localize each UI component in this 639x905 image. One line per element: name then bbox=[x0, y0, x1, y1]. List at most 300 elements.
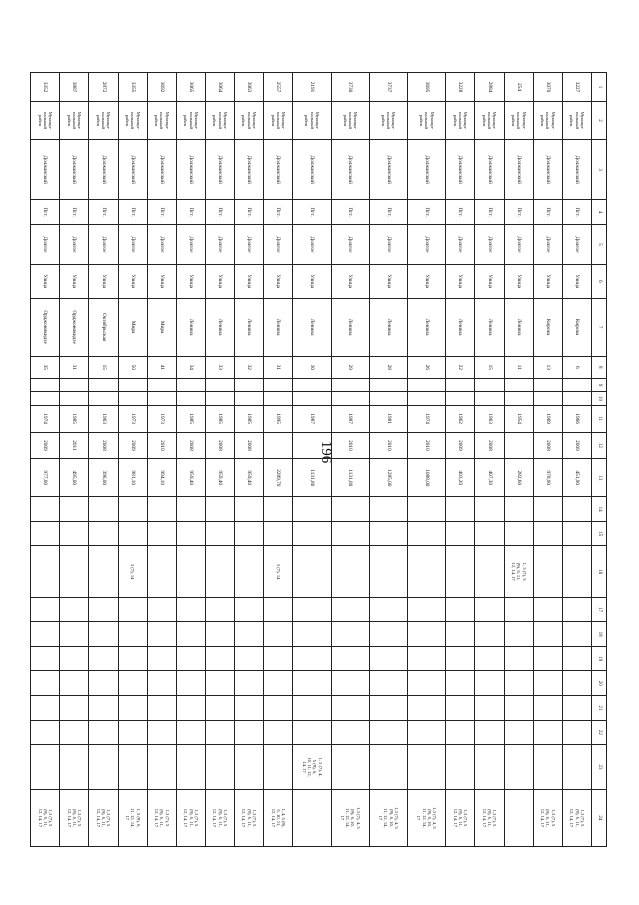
table-cell: 1131,80 bbox=[293, 459, 331, 497]
table-cell bbox=[331, 392, 369, 405]
table-cell bbox=[331, 597, 369, 622]
column-number-cell: 17 bbox=[592, 597, 607, 622]
column-number-cell: 13 bbox=[592, 459, 607, 497]
table-cell bbox=[293, 696, 331, 721]
table-cell bbox=[205, 671, 234, 696]
table-cell: Долгое bbox=[331, 224, 369, 264]
table-cell bbox=[562, 392, 591, 405]
table-cell: 2009 bbox=[118, 432, 147, 459]
table-cell bbox=[147, 745, 176, 790]
table-cell: Долгое bbox=[446, 224, 475, 264]
table-cell bbox=[446, 622, 475, 647]
table-cell bbox=[176, 392, 205, 405]
table-cell: 2557 bbox=[264, 73, 293, 102]
table-cell: 3064 bbox=[205, 73, 234, 102]
column-number-cell: 20 bbox=[592, 671, 607, 696]
table-cell: Улица bbox=[369, 265, 407, 299]
table-cell bbox=[408, 546, 446, 597]
table-cell: 2008 bbox=[205, 432, 234, 459]
table-cell bbox=[89, 671, 118, 696]
table-cell: Муници- пальный район bbox=[264, 102, 293, 140]
table-cell bbox=[562, 378, 591, 391]
table-cell: Улица bbox=[89, 265, 118, 299]
table-row bbox=[60, 73, 89, 847]
table-cell: Должанский bbox=[118, 140, 147, 200]
table-cell bbox=[89, 720, 118, 745]
table-cell bbox=[31, 521, 60, 546]
table-cell: 15 bbox=[89, 356, 118, 378]
table-cell bbox=[475, 392, 504, 405]
table-cell: 1, 4, 5 (9), 6, 10, 11, 12, 14, 17 bbox=[264, 789, 293, 846]
table-cell bbox=[176, 521, 205, 546]
table-cell: 3228 bbox=[446, 73, 475, 102]
table-cell: 451,90 bbox=[562, 459, 591, 497]
table-row bbox=[89, 73, 118, 847]
table-cell: 1987 bbox=[331, 405, 369, 432]
table-cell bbox=[31, 546, 60, 597]
table-cell: Улица bbox=[533, 265, 562, 299]
column-number-cell: 7 bbox=[592, 298, 607, 356]
table-cell bbox=[118, 745, 147, 790]
table-cell: 2191 bbox=[293, 73, 331, 102]
table-cell bbox=[293, 597, 331, 622]
table-cell: Должанский bbox=[408, 140, 446, 200]
table-cell bbox=[504, 497, 533, 522]
table-cell: 2010 bbox=[331, 432, 369, 459]
table-cell: Ленина bbox=[264, 298, 293, 356]
table-cell: 1, 3 (7), 4, 5 (9), 6, 10, 11, 12, 14, 17 bbox=[293, 745, 331, 790]
table-cell bbox=[331, 745, 369, 790]
column-number-cell: 9 bbox=[592, 378, 607, 391]
table-row bbox=[264, 73, 293, 847]
table-cell: Должанский bbox=[293, 140, 331, 200]
table-row bbox=[118, 73, 147, 847]
table-cell bbox=[60, 671, 89, 696]
column-number-cell: 15 bbox=[592, 521, 607, 546]
table-cell bbox=[235, 622, 264, 647]
column-number-cell: 19 bbox=[592, 646, 607, 671]
table-cell: Улица bbox=[176, 265, 205, 299]
table-cell bbox=[118, 521, 147, 546]
table-cell bbox=[331, 521, 369, 546]
table-cell: Пгт. bbox=[331, 200, 369, 225]
table-cell bbox=[118, 597, 147, 622]
table-cell: Долгое bbox=[264, 224, 293, 264]
table-cell: 1963 bbox=[89, 405, 118, 432]
table-cell bbox=[31, 720, 60, 745]
table-cell: 1, 3 (7), 5 (9), 6, 11, 12, 14, 17 bbox=[504, 546, 533, 597]
table-cell: 1285,00 bbox=[369, 459, 407, 497]
table-cell: Долгое bbox=[205, 224, 234, 264]
table-cell bbox=[408, 671, 446, 696]
table-cell bbox=[504, 671, 533, 696]
table-cell bbox=[235, 597, 264, 622]
table-cell: Пгт. bbox=[176, 200, 205, 225]
column-number-cell: 10 bbox=[592, 392, 607, 405]
table-cell: Муници- пальный район bbox=[205, 102, 234, 140]
table-cell bbox=[176, 745, 205, 790]
table-cell: Долгое bbox=[293, 224, 331, 264]
table-cell bbox=[331, 497, 369, 522]
table-cell bbox=[264, 622, 293, 647]
table-cell: Долгое bbox=[60, 224, 89, 264]
table-cell bbox=[118, 497, 147, 522]
table-cell bbox=[118, 671, 147, 696]
column-number-cell: 14 bbox=[592, 497, 607, 522]
table-cell bbox=[205, 392, 234, 405]
table-cell: Должанский bbox=[205, 140, 234, 200]
table-cell bbox=[293, 432, 331, 459]
table-cell bbox=[118, 720, 147, 745]
table-cell bbox=[60, 521, 89, 546]
table-cell: 2008 bbox=[235, 432, 264, 459]
table-row bbox=[446, 73, 475, 847]
table-cell: 3065 bbox=[176, 73, 205, 102]
table-row bbox=[504, 73, 533, 847]
table-cell: Долгое bbox=[235, 224, 264, 264]
table-cell: 1,3 (7), 5 (9), 6, 11, 12, 14, 17 bbox=[60, 789, 89, 846]
table-cell bbox=[89, 497, 118, 522]
table-cell: Пгт. bbox=[293, 200, 331, 225]
table-cell: 1131,80 bbox=[331, 459, 369, 497]
table-row bbox=[562, 73, 591, 847]
table-cell: 35 bbox=[31, 356, 60, 378]
table-cell: Долгое bbox=[31, 224, 60, 264]
table-cell bbox=[562, 745, 591, 790]
table-cell bbox=[118, 378, 147, 391]
table-cell bbox=[264, 432, 293, 459]
table-cell bbox=[264, 378, 293, 391]
table-cell bbox=[60, 622, 89, 647]
table-cell: Должанский bbox=[60, 140, 89, 200]
table-cell: 3352 bbox=[31, 73, 60, 102]
table-cell: 11 bbox=[504, 356, 533, 378]
table-cell: Ленина bbox=[176, 298, 205, 356]
table-row bbox=[369, 73, 407, 847]
table-cell: Должанский bbox=[235, 140, 264, 200]
table-cell bbox=[369, 497, 407, 522]
table-cell: 1985 bbox=[235, 405, 264, 432]
table-cell: 1963 bbox=[475, 405, 504, 432]
table-cell bbox=[475, 497, 504, 522]
table-cell: Пгт. bbox=[408, 200, 446, 225]
table-cell: Долгое bbox=[533, 224, 562, 264]
table-cell: 977,00 bbox=[31, 459, 60, 497]
table-cell: Ленина bbox=[504, 298, 533, 356]
column-number-cell: 23 bbox=[592, 745, 607, 790]
table-cell: 1995 bbox=[264, 405, 293, 432]
column-number-cell: 24 bbox=[592, 789, 607, 846]
table-cell bbox=[475, 745, 504, 790]
table-cell bbox=[562, 597, 591, 622]
table-cell bbox=[60, 378, 89, 391]
table-cell: Муници- пальный район bbox=[235, 102, 264, 140]
table-cell: 959,40 bbox=[235, 459, 264, 497]
table-cell: Муници- пальный район bbox=[60, 102, 89, 140]
table-cell bbox=[118, 696, 147, 721]
table-cell: 2011 bbox=[60, 432, 89, 459]
table-cell bbox=[408, 646, 446, 671]
table-cell: Ленина bbox=[369, 298, 407, 356]
table-cell: 1974 bbox=[408, 405, 446, 432]
table-cell bbox=[293, 546, 331, 597]
table-cell bbox=[176, 622, 205, 647]
table-cell: Муници- пальный район bbox=[176, 102, 205, 140]
table-cell: 1987 bbox=[293, 405, 331, 432]
table-cell: Пгт. bbox=[118, 200, 147, 225]
table-cell: Долгое bbox=[118, 224, 147, 264]
table-cell: Долгое bbox=[147, 224, 176, 264]
table-cell bbox=[31, 696, 60, 721]
table-cell: 3695 bbox=[408, 73, 446, 102]
table-cell: Муници- пальный район bbox=[369, 102, 407, 140]
table-cell bbox=[60, 497, 89, 522]
table-cell bbox=[446, 720, 475, 745]
table-cell: Улица bbox=[504, 265, 533, 299]
table-cell bbox=[118, 646, 147, 671]
table-cell: 1985 bbox=[205, 405, 234, 432]
table-cell bbox=[331, 622, 369, 647]
table-cell bbox=[147, 720, 176, 745]
table-cell: Улица bbox=[475, 265, 504, 299]
table-cell bbox=[293, 378, 331, 391]
table-cell bbox=[369, 720, 407, 745]
table-cell: 2010 bbox=[369, 432, 407, 459]
table-cell: 30 bbox=[293, 356, 331, 378]
table-cell: 26 bbox=[408, 356, 446, 378]
table-cell bbox=[562, 546, 591, 597]
table-cell bbox=[533, 597, 562, 622]
table-cell bbox=[408, 378, 446, 391]
table-cell: 33 bbox=[205, 356, 234, 378]
table-cell bbox=[562, 622, 591, 647]
table-row bbox=[475, 73, 504, 847]
table-cell bbox=[293, 646, 331, 671]
column-number-cell: 12 bbox=[592, 432, 607, 459]
table-cell: Долгое bbox=[369, 224, 407, 264]
table-cell: 282,60 bbox=[504, 459, 533, 497]
table-cell bbox=[147, 378, 176, 391]
table-cell: Пгт. bbox=[533, 200, 562, 225]
table-cell: 3692 bbox=[147, 73, 176, 102]
table-cell: Пгт. bbox=[31, 200, 60, 225]
column-number-row bbox=[592, 73, 607, 847]
table-cell: Улица bbox=[118, 265, 147, 299]
table-cell bbox=[369, 646, 407, 671]
table-row bbox=[176, 73, 205, 847]
table-cell bbox=[176, 546, 205, 597]
table-cell: 1,3 (7), 5 (9), 6, 11, 12, 14, 17 bbox=[205, 789, 234, 846]
table-cell bbox=[331, 378, 369, 391]
table-cell: Муници- пальный район bbox=[331, 102, 369, 140]
table-row bbox=[293, 73, 331, 847]
table-cell bbox=[205, 378, 234, 391]
table-cell bbox=[176, 597, 205, 622]
table-cell bbox=[369, 521, 407, 546]
table-cell: Улица bbox=[147, 265, 176, 299]
table-cell: Муници- пальный район bbox=[89, 102, 118, 140]
table-cell: 407,30 bbox=[475, 459, 504, 497]
table-cell: 1985 bbox=[60, 405, 89, 432]
table-cell bbox=[60, 745, 89, 790]
table-cell bbox=[235, 378, 264, 391]
table-cell: Муници- пальный район bbox=[147, 102, 176, 140]
table-cell: Улица bbox=[446, 265, 475, 299]
housing-registry-table bbox=[30, 72, 607, 847]
table-cell bbox=[176, 671, 205, 696]
table-cell: Пгт. bbox=[562, 200, 591, 225]
table-cell: 31 bbox=[264, 356, 293, 378]
table-cell bbox=[235, 546, 264, 597]
table-cell bbox=[293, 497, 331, 522]
table-cell: 3355 bbox=[118, 73, 147, 102]
table-cell: 3730 bbox=[331, 73, 369, 102]
table-cell bbox=[31, 378, 60, 391]
table-cell bbox=[475, 720, 504, 745]
table-cell bbox=[562, 696, 591, 721]
table-cell: Муници- пальный район bbox=[408, 102, 446, 140]
table-cell: Мира bbox=[147, 298, 176, 356]
table-cell bbox=[235, 497, 264, 522]
table-cell bbox=[60, 646, 89, 671]
table-cell: Долгое bbox=[562, 224, 591, 264]
table-cell: Муници- пальный район bbox=[475, 102, 504, 140]
table-cell bbox=[176, 720, 205, 745]
table-cell: Пгт. bbox=[446, 200, 475, 225]
table-cell: 3 (7), 14 bbox=[118, 546, 147, 597]
table-cell: Должанский bbox=[89, 140, 118, 200]
table-row bbox=[147, 73, 176, 847]
table-cell: Ленина bbox=[331, 298, 369, 356]
table-cell bbox=[533, 392, 562, 405]
table-cell bbox=[147, 497, 176, 522]
table-row bbox=[235, 73, 264, 847]
table-cell: 1,3 (7), 5 (9), 6, 11, 12, 14, 17 bbox=[235, 789, 264, 846]
table-cell bbox=[533, 546, 562, 597]
table-cell: Муници- пальный район bbox=[446, 102, 475, 140]
table-cell bbox=[533, 671, 562, 696]
table-cell: Пгт. bbox=[504, 200, 533, 225]
table-cell: Ленина bbox=[408, 298, 446, 356]
table-cell bbox=[293, 720, 331, 745]
table-cell bbox=[475, 696, 504, 721]
column-number-cell: 21 bbox=[592, 696, 607, 721]
table-cell bbox=[31, 622, 60, 647]
table-cell bbox=[205, 646, 234, 671]
table-cell: 403,20 bbox=[446, 459, 475, 497]
table-cell: 978,90 bbox=[533, 459, 562, 497]
table-cell: Долгое bbox=[475, 224, 504, 264]
table-cell: 2009 bbox=[562, 432, 591, 459]
table-container bbox=[30, 72, 607, 847]
table-cell bbox=[408, 392, 446, 405]
table-cell bbox=[31, 646, 60, 671]
column-number-cell: 16 bbox=[592, 546, 607, 597]
table-cell: 3063 bbox=[235, 73, 264, 102]
table-cell bbox=[446, 646, 475, 671]
table-cell bbox=[369, 671, 407, 696]
table-cell bbox=[293, 789, 331, 846]
table-cell bbox=[369, 597, 407, 622]
table-cell bbox=[408, 745, 446, 790]
table-cell bbox=[264, 720, 293, 745]
table-cell: 2009 bbox=[446, 432, 475, 459]
table-cell bbox=[264, 392, 293, 405]
table-cell bbox=[504, 622, 533, 647]
table-cell bbox=[264, 745, 293, 790]
table-cell bbox=[147, 546, 176, 597]
column-number-cell: 18 bbox=[592, 622, 607, 647]
table-cell: 3887 bbox=[60, 73, 89, 102]
table-body bbox=[31, 73, 607, 847]
table-cell bbox=[533, 696, 562, 721]
table-cell bbox=[446, 521, 475, 546]
table-cell bbox=[562, 497, 591, 522]
table-cell: 3737 bbox=[369, 73, 407, 102]
table-cell bbox=[533, 720, 562, 745]
table-cell: Октябрьская bbox=[89, 298, 118, 356]
table-cell: Улица bbox=[31, 265, 60, 299]
table-cell bbox=[446, 392, 475, 405]
table-cell: 2010 bbox=[408, 432, 446, 459]
table-cell: Ленина bbox=[205, 298, 234, 356]
table-cell bbox=[293, 392, 331, 405]
table-cell: 1,3 (7), 4, 5 (9), 6, 10, 11, 12, 14, 17 bbox=[369, 789, 407, 846]
table-cell: 1966 bbox=[562, 405, 591, 432]
table-cell bbox=[562, 646, 591, 671]
table-cell: Должанский bbox=[369, 140, 407, 200]
table-cell: 1,3 (7), 5 (9), 6, 11, 12, 14, 17 bbox=[562, 789, 591, 846]
table-cell: Муници- пальный район bbox=[562, 102, 591, 140]
table-cell: 50 bbox=[118, 356, 147, 378]
table-cell: 1981 bbox=[369, 405, 407, 432]
table-cell bbox=[205, 622, 234, 647]
table-cell bbox=[205, 521, 234, 546]
table-cell bbox=[31, 597, 60, 622]
table-cell: Мира bbox=[118, 298, 147, 356]
table-cell bbox=[235, 646, 264, 671]
table-cell bbox=[369, 378, 407, 391]
table-row bbox=[31, 73, 60, 847]
table-cell: Долгое bbox=[89, 224, 118, 264]
table-cell bbox=[147, 646, 176, 671]
table-cell bbox=[60, 392, 89, 405]
table-cell: 1,3 (7), 5 (9), 6, 11, 12, 14, 17 bbox=[176, 789, 205, 846]
table-cell: 6 bbox=[562, 356, 591, 378]
table-cell bbox=[89, 646, 118, 671]
table-row bbox=[331, 73, 369, 847]
column-number-cell: 6 bbox=[592, 265, 607, 299]
table-cell: 2010 bbox=[147, 432, 176, 459]
table-row bbox=[533, 73, 562, 847]
table-cell bbox=[533, 622, 562, 647]
table-cell: Должанский bbox=[446, 140, 475, 200]
table-cell bbox=[331, 696, 369, 721]
column-number-cell: 22 bbox=[592, 720, 607, 745]
table-cell bbox=[369, 696, 407, 721]
table-cell bbox=[89, 392, 118, 405]
table-cell bbox=[235, 671, 264, 696]
table-cell bbox=[235, 696, 264, 721]
table-cell: Муници- пальный район bbox=[533, 102, 562, 140]
table-cell: Орджоникидзе bbox=[31, 298, 60, 356]
table-cell: 396,00 bbox=[89, 459, 118, 497]
table-cell: Ленина bbox=[446, 298, 475, 356]
table-cell bbox=[264, 646, 293, 671]
table-cell bbox=[475, 646, 504, 671]
table-cell: Пгт. bbox=[89, 200, 118, 225]
column-number-cell: 8 bbox=[592, 356, 607, 378]
